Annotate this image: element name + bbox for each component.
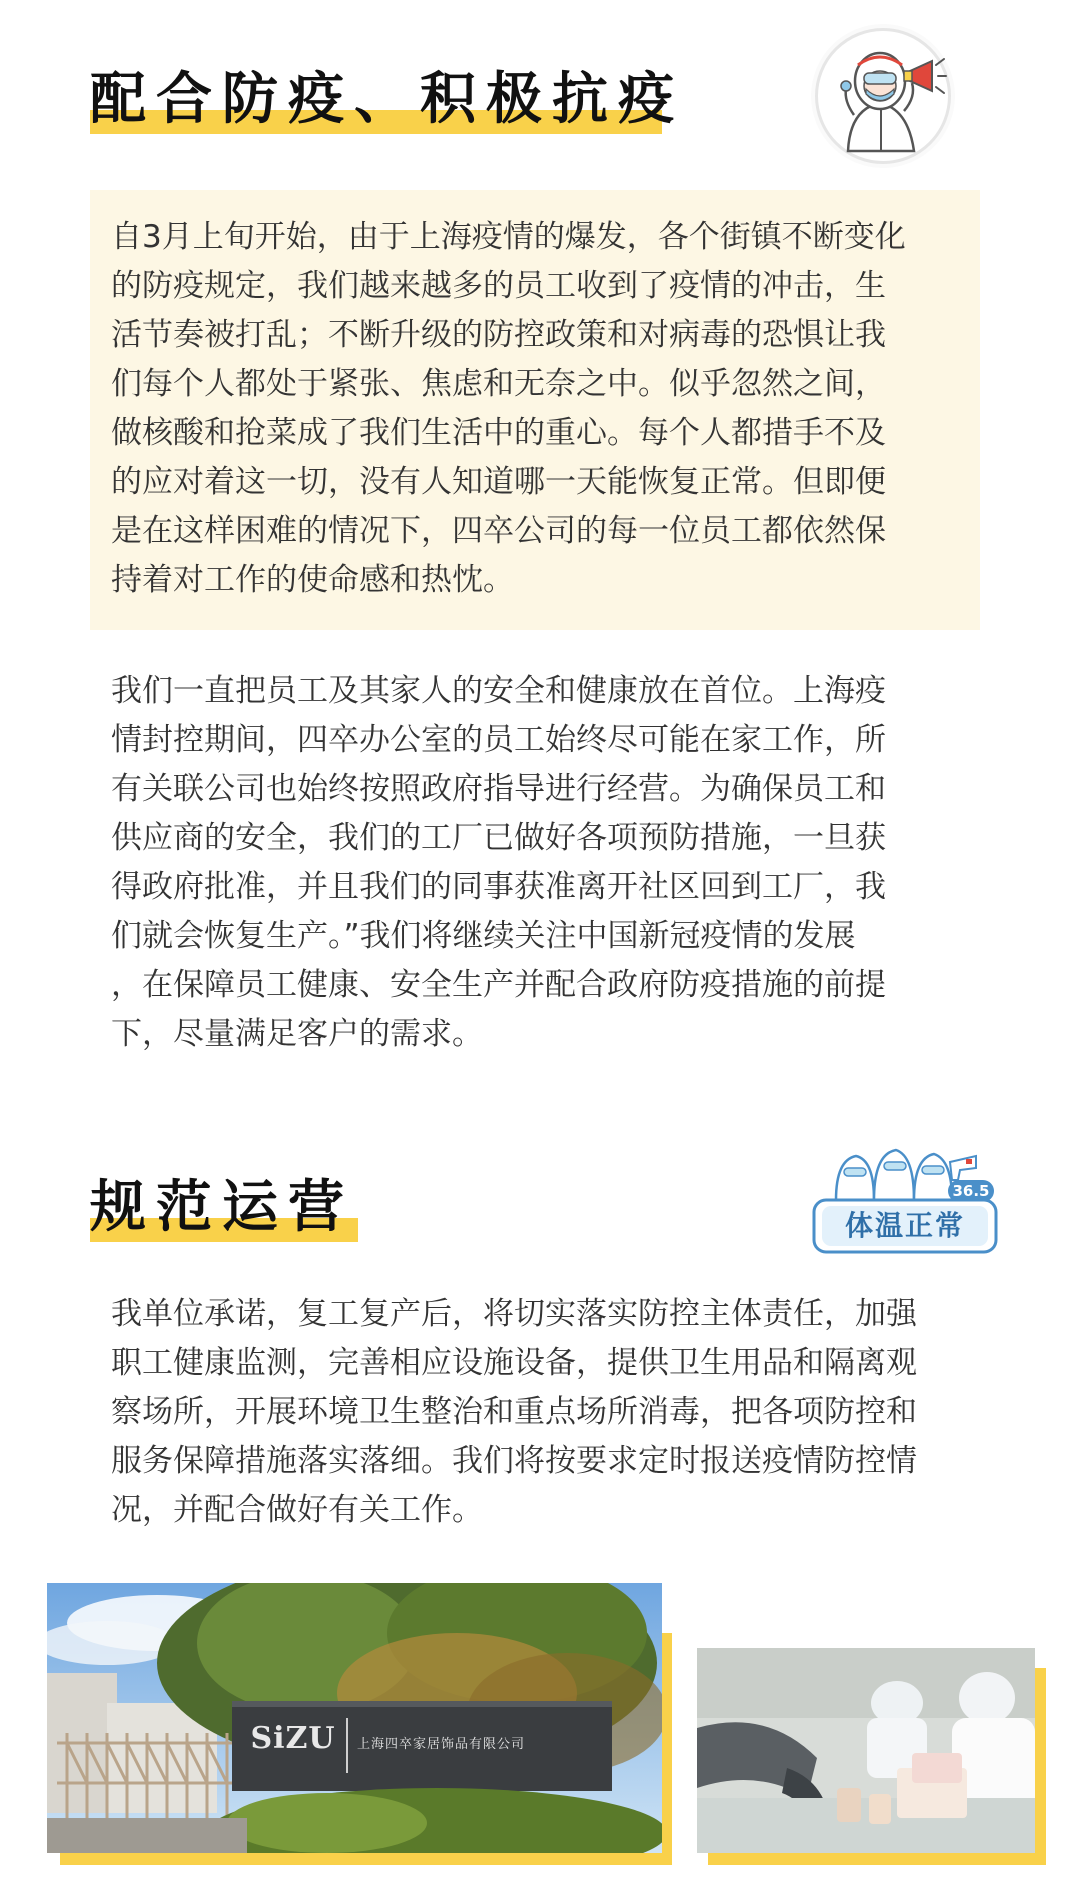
section1-highlight-paragraph xyxy=(111,213,906,605)
paragraph-line: ，在保障员工健康、安全生产并配合政府防疫措施的前提 xyxy=(111,967,886,1003)
section2-title: 规范运营 xyxy=(90,1175,354,1240)
temperature-normal-badge-icon xyxy=(810,1140,1000,1255)
paragraph-line: 下，尽量满足客户的需求。 xyxy=(111,1016,483,1052)
paragraph-line: 职工健康监测，完善相应设施设备，提供卫生用品和隔离观 xyxy=(111,1345,917,1381)
paragraph-line: 们每个人都处于紧张、焦虑和无奈之中。似乎忽然之间， xyxy=(111,366,886,402)
temperature-status-label: 体温正常 xyxy=(844,1209,965,1242)
paragraph-line: 有关联公司也始终按照政府指导进行经营。为确保员工和 xyxy=(111,771,886,807)
paragraph-line: 们就会恢复生产。”我们将继续关注中国新冠疫情的发展 xyxy=(111,918,856,954)
paragraph-line: 自3月上旬开始，由于上海疫情的爆发，各个街镇不断变化 xyxy=(111,219,906,255)
section2-title-block xyxy=(90,1175,354,1240)
paragraph-line: 的应对着这一切，没有人知道哪一天能恢复正常。但即便 xyxy=(111,464,886,500)
section2-paragraph xyxy=(111,1290,917,1535)
paragraph-line: 做核酸和抢菜成了我们生活中的重心。每个人都措手不及 xyxy=(111,415,886,451)
paragraph-line: 的防疫规定，我们越来越多的员工收到了疫情的冲击，生 xyxy=(111,268,886,304)
paragraph-line: 活节奏被打乱；不断升级的防控政策和对病毒的恐惧让我 xyxy=(111,317,886,353)
paragraph-line: 察场所，开展环境卫生整治和重点场所消毒，把各项防控和 xyxy=(111,1394,917,1430)
paragraph-line: 是在这样困难的情况下，四卒公司的每一位员工都依然保 xyxy=(111,513,886,549)
paragraph-line: 服务保障措施落实落细。我们将按要求定时报送疫情防控情 xyxy=(111,1443,917,1479)
gate-sign-company: 上海四卒家居饰品有限公司 xyxy=(357,1737,526,1752)
paragraph-line: 得政府批准，并且我们的同事获准离开社区回到工厂，我 xyxy=(111,869,886,905)
health-worker-megaphone-icon xyxy=(815,28,951,164)
temperature-value: 36.5 xyxy=(952,1182,990,1200)
paragraph-line: 持着对工作的使命感和热忱。 xyxy=(111,562,514,598)
section1-title-block xyxy=(90,67,684,132)
factory-gate-photo xyxy=(47,1583,662,1853)
paragraph-line: 我们一直把员工及其家人的安全和健康放在首位。上海疫 xyxy=(111,673,886,709)
paragraph-line: 情封控期间，四卒办公室的员工始终尽可能在家工作，所 xyxy=(111,722,886,758)
paragraph-line: 况，并配合做好有关工作。 xyxy=(111,1492,483,1528)
section1-paragraph-2 xyxy=(111,667,886,1059)
paragraph-line: 供应商的安全，我们的工厂已做好各项预防措施，一旦获 xyxy=(111,820,886,856)
paragraph-line: 我单位承诺，复工复产后，将切实落实防控主体责任，加强 xyxy=(111,1296,917,1332)
workers-photo xyxy=(697,1648,1035,1853)
gate-sign-logo: SiZU xyxy=(250,1721,336,1756)
section1-title: 配合防疫、积极抗疫 xyxy=(90,67,684,132)
